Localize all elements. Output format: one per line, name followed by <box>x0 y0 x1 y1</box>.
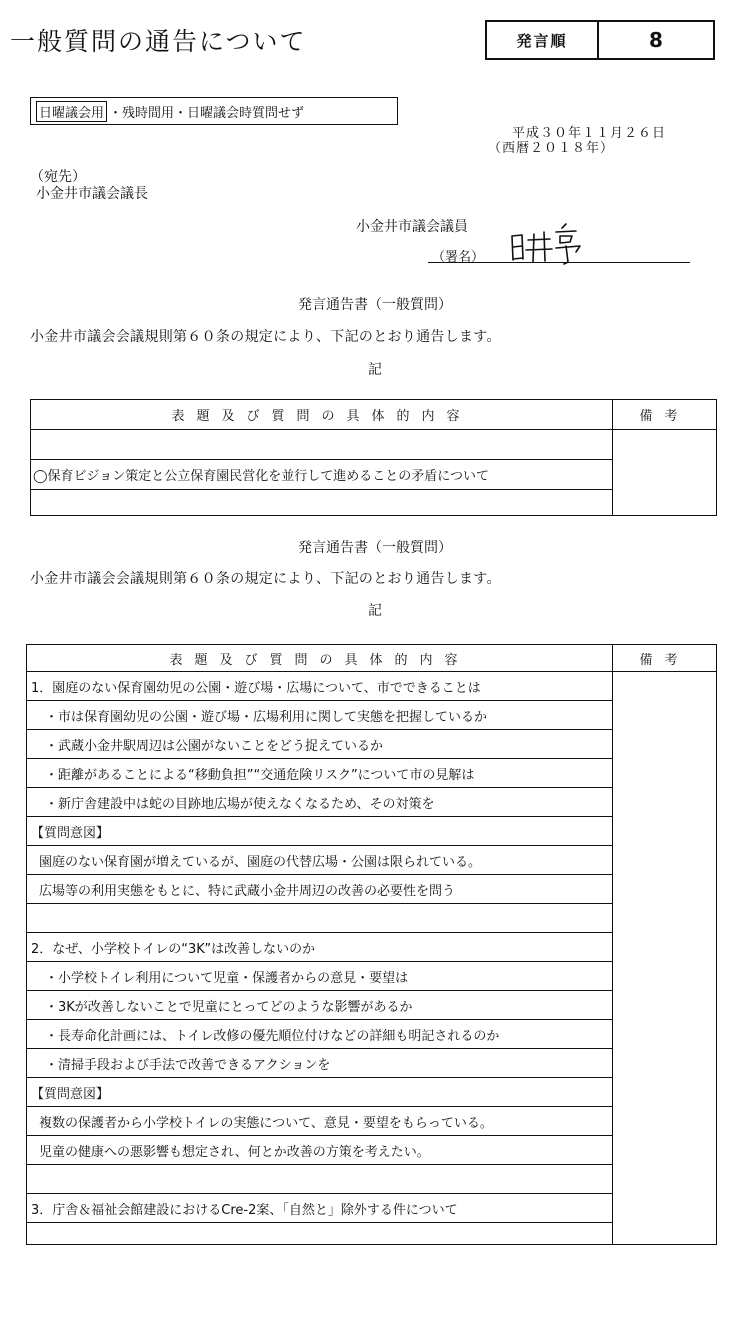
usage-options <box>30 97 398 125</box>
notice-2-ki: 記 <box>368 603 382 619</box>
speaking-order-label: 発言順 <box>487 22 599 58</box>
question-table-2 <box>26 644 717 1245</box>
table-row <box>27 1165 613 1194</box>
address-recipient: 小金井市議会議長 <box>36 186 148 202</box>
usage-other-options: ・残時間用・日曜議会時質問せず <box>109 105 305 121</box>
table-row <box>31 430 613 460</box>
table-1-header-content: 表題及び質問の具体的内容 <box>31 400 613 430</box>
table-row: ・長寿命化計画には、トイレ改修の優先順位付けなどの詳細も明記されるのか <box>27 1020 613 1049</box>
table-row: 【質問意図】 <box>27 1078 613 1107</box>
table-2-header-remarks: 備考 <box>613 645 717 672</box>
handwritten-signature <box>510 222 590 266</box>
date-japanese: 平成３０年１１月２６日 <box>512 126 667 141</box>
notice-2-heading: 発言通告書（一般質問） <box>298 540 452 556</box>
table-row: ・市は保育園幼児の公園・遊び場・広場利用に関して実態を把握しているか <box>27 701 613 730</box>
notice-2-body: 小金井市議会会議規則第６０条の規定により、下記のとおり通告します。 <box>30 571 501 587</box>
table-2-remarks-cell <box>613 672 717 1245</box>
table-row: ・武蔵小金井駅周辺は公園がないことをどう捉えているか <box>27 730 613 759</box>
table-1-remarks-cell <box>613 430 717 516</box>
table-row <box>31 490 613 516</box>
table-row: 広場等の利用実態をもとに、特に武蔵小金井周辺の改善の必要性を問う <box>27 875 613 904</box>
table-1-header-remarks: 備考 <box>613 400 717 430</box>
speaking-order-value: 8 <box>649 28 663 52</box>
table-row: 児童の健康への悪影響も想定され、何とか改善の方策を考えたい。 <box>27 1136 613 1165</box>
sender-title: 小金井市議会議員 <box>356 219 468 235</box>
usage-selected-option: 日曜議会用 <box>36 101 107 122</box>
table-row: 【質問意図】 <box>27 817 613 846</box>
table-row: 園庭のない保育園が増えているが、園庭の代替広場・公園は限られている。 <box>27 846 613 875</box>
signature-label: （署名） <box>432 250 485 265</box>
table-row <box>27 904 613 933</box>
question-table-1 <box>30 399 717 516</box>
notice-1-body: 小金井市議会会議規則第６０条の規定により、下記のとおり通告します。 <box>30 329 501 345</box>
table-row: ・小学校トイレ利用について児童・保護者からの意見・要望は <box>27 962 613 991</box>
table-row: ◯保育ビジョン策定と公立保育園民営化を並行して進めることの矛盾について <box>31 460 613 490</box>
table-row: ・距離があることによる“移動負担”“交通危険リスク”について市の見解は <box>27 759 613 788</box>
speaking-order-box <box>485 20 715 60</box>
table-row: 3．庁舎＆福祉会館建設におけるCre-2案、「自然と」除外する件について <box>27 1194 613 1223</box>
table-row: 2．なぜ、小学校トイレの“3K”は改善しないのか <box>27 933 613 962</box>
address-label: （宛先） <box>30 169 86 185</box>
notice-1-ki: 記 <box>368 362 382 378</box>
notice-1-heading: 発言通告書（一般質問） <box>298 297 452 313</box>
table-row: 複数の保護者から小学校トイレの実態について、意見・要望をもらっている。 <box>27 1107 613 1136</box>
table-row: 1．園庭のない保育園幼児の公園・遊び場・広場について、市でできることは <box>27 672 613 701</box>
table-2-header-content: 表題及び質問の具体的内容 <box>27 645 613 672</box>
table-row: ・3Kが改善しないことで児童にとってどのような影響があるか <box>27 991 613 1020</box>
table-row <box>27 1223 613 1245</box>
page-title: 一般質問の通告について <box>10 27 307 56</box>
date-western: （西暦２０１８年） <box>488 141 615 156</box>
table-row: ・清掃手段および手法で改善できるアクションを <box>27 1049 613 1078</box>
table-row: ・新庁舎建設中は蛇の目跡地広場が使えなくなるため、その対策を <box>27 788 613 817</box>
